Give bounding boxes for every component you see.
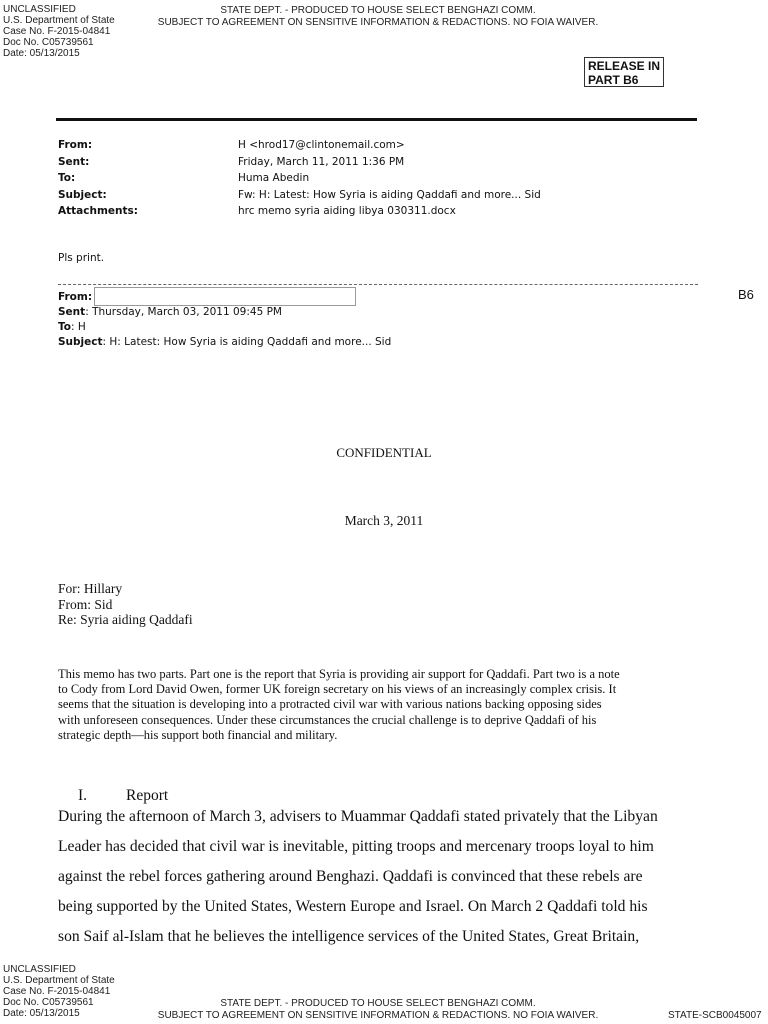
forwarded-sent-row <box>58 304 282 321</box>
intro-line: with unforeseen consequences. Under these circumstances the crucial challenge is to deprive Qaddafi of his <box>58 712 597 727</box>
forwarded-to-value: : H <box>70 321 86 333</box>
from-label: From: <box>58 139 93 151</box>
forwarded-subject-label: Subject <box>58 336 103 348</box>
bates-number: STATE-SCB0045007 <box>668 1010 762 1021</box>
body-line: Leader has decided that civil war is inevitable, pitting troops and mercenary troops loyal to him <box>58 838 654 855</box>
top-production-banner <box>152 5 604 28</box>
release-date: Date: 05/13/2015 <box>3 48 80 59</box>
subject-value: Fw: H: Latest: How Syria is aiding Qaddafi and more... Sid <box>238 188 541 201</box>
release-stamp-line-2: PART B6 <box>588 73 639 87</box>
classification-label: UNCLASSIFIED <box>3 964 76 975</box>
doc-number: Doc No. C05739561 <box>3 37 94 48</box>
section-title: Report <box>126 787 169 804</box>
intro-line: strategic depth—his support both financial and military. <box>58 727 338 742</box>
sent-value: Friday, March 11, 2011 1:36 PM <box>238 155 405 168</box>
memo-date: March 3, 2011 <box>344 513 424 528</box>
forwarded-subject-value: : H: Latest: How Syria is aiding Qaddafi and more... Sid <box>102 336 392 348</box>
forward-note: Pls print. <box>58 252 105 264</box>
intro-line: to Cody from Lord David Owen, former UK foreign secretary on his views of an increasingly complex crisis. It <box>58 682 617 697</box>
case-number: Case No. F-2015-04841 <box>3 26 111 37</box>
bottom-document-metadata <box>3 964 115 1019</box>
classification-label: UNCLASSIFIED <box>3 4 76 15</box>
attachments-label: Attachments: <box>58 205 138 217</box>
memo-from-line: From: Sid <box>58 596 113 612</box>
redaction-code: B6 <box>738 287 754 302</box>
memo-for-line: For: Hillary <box>58 581 123 596</box>
forwarded-to-label: To <box>58 321 71 333</box>
memo-intro-paragraph <box>58 667 718 743</box>
to-value: Huma Abedin <box>238 172 310 184</box>
banner-line-2: SUBJECT TO AGREEMENT ON SENSITIVE INFORMATION & REDACTIONS. NO FOIA WAIVER. <box>157 1009 599 1021</box>
banner-line-2: SUBJECT TO AGREEMENT ON SENSITIVE INFORMATION & REDACTIONS. NO FOIA WAIVER. <box>157 16 599 28</box>
body-line: During the afternoon of March 3, advisers to Muammar Qaddafi stated privately that the Libyan <box>58 808 658 825</box>
body-line: son Saif al-Islam that he believes the intelligence services of the United States, Great Britain, <box>58 928 640 945</box>
forwarded-from-label: From: <box>58 291 93 303</box>
body-line: being supported by the United States, Western Europe and Israel. On March 2 Qaddafi told his <box>58 898 648 915</box>
intro-line: This memo has two parts. Part one is the report that Syria is providing air support for Qaddafi. Part two is a note <box>58 667 620 681</box>
forwarded-subject-row <box>58 334 391 351</box>
bottom-production-banner <box>152 998 604 1021</box>
memo-routing <box>58 581 193 628</box>
release-date: Date: 05/13/2015 <box>3 1008 80 1019</box>
to-label: To: <box>58 172 76 184</box>
agency-label: U.S. Department of State <box>3 15 115 26</box>
body-line: against the rebel forces gathering around Benghazi. Qaddafi is convinced that these rebels are <box>58 868 643 885</box>
top-document-metadata <box>3 4 115 59</box>
memo-re-line: Re: Syria aiding Qaddafi <box>58 612 193 627</box>
forward-separator <box>58 284 698 285</box>
banner-line-1: STATE DEPT. - PRODUCED TO HOUSE SELECT BENGHAZI COMM. <box>220 998 536 1009</box>
report-body <box>58 802 658 952</box>
subject-label: Subject: <box>58 188 107 201</box>
agency-label: U.S. Department of State <box>3 975 115 986</box>
doc-number: Doc No. C05739561 <box>3 997 94 1008</box>
section-number: I. <box>78 787 88 804</box>
forwarded-sent-value: : Thursday, March 03, 2011 09:45 PM <box>85 306 282 318</box>
header-rule <box>56 118 697 121</box>
from-value: H <hrod17@clintonemail.com> <box>238 139 405 151</box>
intro-line: seems that the situation is developing into a protracted civil war with various nations backing opposing sides <box>58 697 602 712</box>
release-stamp-line-1: RELEASE IN <box>588 59 661 73</box>
sent-label: Sent: <box>58 155 90 168</box>
case-number: Case No. F-2015-04841 <box>3 986 111 997</box>
memo-classification: CONFIDENTIAL <box>336 445 432 460</box>
attachment-filename: hrc memo syria aiding libya 030311.docx <box>238 205 456 217</box>
release-stamp <box>584 57 664 87</box>
banner-line-1: STATE DEPT. - PRODUCED TO HOUSE SELECT BENGHAZI COMM. <box>220 5 536 16</box>
forwarded-sent-label: Sent <box>58 306 86 318</box>
